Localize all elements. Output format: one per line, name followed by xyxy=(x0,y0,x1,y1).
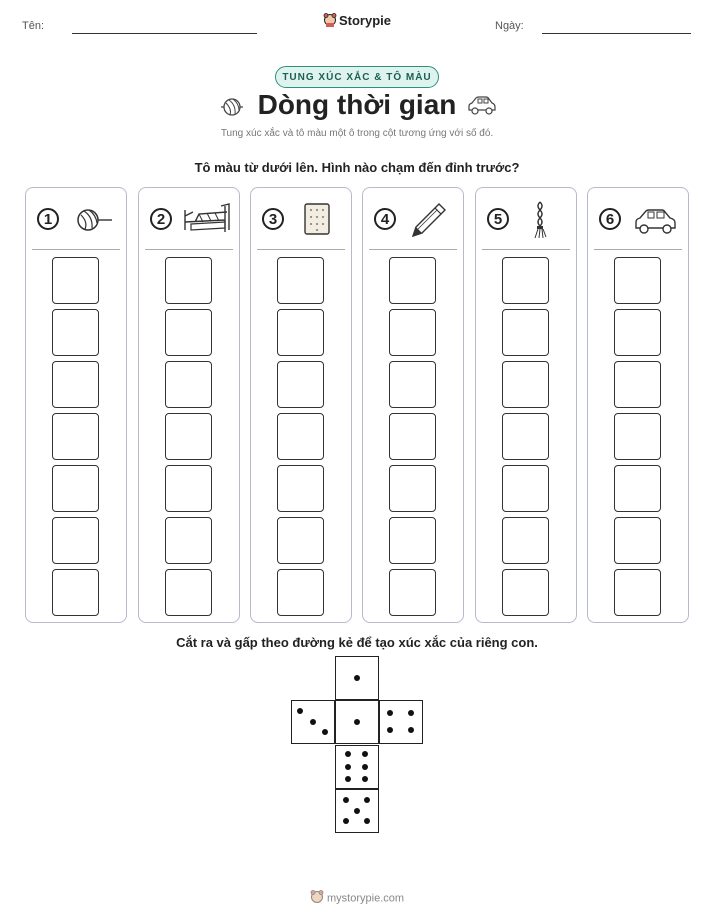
braid-icon xyxy=(518,200,570,240)
bear-icon xyxy=(310,889,324,908)
bed-icon xyxy=(181,200,233,240)
dice-face-3 xyxy=(291,700,335,744)
color-cell[interactable] xyxy=(277,517,324,564)
pip xyxy=(354,675,360,681)
color-cell[interactable] xyxy=(614,413,661,460)
color-cell[interactable] xyxy=(614,569,661,616)
column-number: 3 xyxy=(262,208,284,230)
pip xyxy=(343,797,349,803)
car-icon xyxy=(467,95,497,122)
column-number: 6 xyxy=(599,208,621,230)
footer-url: mystorypie.com xyxy=(327,892,405,905)
color-cell[interactable] xyxy=(52,465,99,512)
color-cell[interactable] xyxy=(277,361,324,408)
pip xyxy=(354,719,360,725)
color-cell[interactable] xyxy=(502,413,549,460)
column-number: 2 xyxy=(150,208,172,230)
column-2 xyxy=(138,187,240,623)
brand-logo xyxy=(0,12,714,31)
color-cell[interactable] xyxy=(389,257,436,304)
color-cell[interactable] xyxy=(52,517,99,564)
column-1 xyxy=(25,187,127,623)
color-cell[interactable] xyxy=(502,517,549,564)
color-cell[interactable] xyxy=(277,465,324,512)
column-number: 4 xyxy=(374,208,396,230)
pip xyxy=(408,727,414,733)
page-title: Dòng thời gian xyxy=(257,89,457,120)
color-cell[interactable] xyxy=(389,361,436,408)
color-cell[interactable] xyxy=(165,465,212,512)
column-3 xyxy=(250,187,352,623)
pip xyxy=(297,708,303,714)
dice-face-1 xyxy=(335,656,379,700)
color-cell[interactable] xyxy=(614,465,661,512)
dice-face-1 xyxy=(335,700,379,744)
dice-face-4 xyxy=(379,700,423,744)
color-cell[interactable] xyxy=(614,361,661,408)
pip xyxy=(322,729,328,735)
bear-icon xyxy=(323,12,337,31)
color-cell[interactable] xyxy=(389,413,436,460)
color-cell[interactable] xyxy=(52,569,99,616)
color-cell[interactable] xyxy=(277,413,324,460)
divider xyxy=(594,249,682,250)
date-label: Ngày: xyxy=(495,20,524,32)
color-cell[interactable] xyxy=(389,517,436,564)
color-cell[interactable] xyxy=(165,257,212,304)
cracker-icon xyxy=(293,200,345,240)
column-6 xyxy=(587,187,689,623)
color-cell[interactable] xyxy=(389,569,436,616)
divider xyxy=(369,249,457,250)
color-cell[interactable] xyxy=(277,309,324,356)
color-cell[interactable] xyxy=(165,309,212,356)
color-cell[interactable] xyxy=(502,257,549,304)
color-cell[interactable] xyxy=(389,465,436,512)
column-number: 1 xyxy=(37,208,59,230)
date-line[interactable] xyxy=(542,33,691,34)
color-cell[interactable] xyxy=(52,309,99,356)
cut-instruction: Cắt ra và gấp theo đường kẻ để tạo xúc xắc của riêng con. xyxy=(176,635,538,650)
column-5 xyxy=(475,187,577,623)
color-cell[interactable] xyxy=(277,257,324,304)
color-cell[interactable] xyxy=(277,569,324,616)
pip xyxy=(354,808,360,814)
pip xyxy=(387,710,393,716)
brand-name: Storypie xyxy=(338,12,391,28)
divider xyxy=(482,249,570,250)
color-cell[interactable] xyxy=(165,413,212,460)
pip xyxy=(362,751,368,757)
pip xyxy=(345,751,351,757)
pip xyxy=(362,776,368,782)
color-cell[interactable] xyxy=(614,257,661,304)
name-label: Tên: xyxy=(22,20,45,32)
color-cell[interactable] xyxy=(502,309,549,356)
color-cell[interactable] xyxy=(165,517,212,564)
pip xyxy=(362,764,368,770)
car-icon xyxy=(630,200,682,240)
pencil-icon xyxy=(405,200,457,240)
column-4 xyxy=(362,187,464,623)
divider xyxy=(145,249,233,250)
divider xyxy=(32,249,120,250)
color-cell[interactable] xyxy=(502,465,549,512)
color-cell[interactable] xyxy=(52,257,99,304)
color-cell[interactable] xyxy=(165,361,212,408)
ball-of-yarn-icon xyxy=(68,200,120,240)
pip xyxy=(343,818,349,824)
pip xyxy=(364,818,370,824)
pip xyxy=(364,797,370,803)
color-cell[interactable] xyxy=(165,569,212,616)
dice-face-6 xyxy=(335,745,379,789)
color-cell[interactable] xyxy=(52,413,99,460)
subtitle: Tung xúc xắc và tô màu một ô trong cột tương ứng với số đó. xyxy=(220,128,494,139)
pip xyxy=(310,719,316,725)
color-instruction: Tô màu từ dưới lên. Hình nào chạm đến đỉnh trước? xyxy=(194,160,520,175)
pip xyxy=(387,727,393,733)
footer xyxy=(0,889,714,908)
pip xyxy=(345,764,351,770)
color-cell[interactable] xyxy=(52,361,99,408)
pip xyxy=(345,776,351,782)
pip xyxy=(408,710,414,716)
color-cell[interactable] xyxy=(502,569,549,616)
ball-of-yarn-icon xyxy=(220,95,244,124)
activity-badge: TUNG XÚC XẮC & TÔ MÀU xyxy=(275,66,439,88)
color-cell[interactable] xyxy=(389,309,436,356)
color-cell[interactable] xyxy=(614,517,661,564)
name-line[interactable] xyxy=(72,33,257,34)
color-cell[interactable] xyxy=(614,309,661,356)
divider xyxy=(257,249,345,250)
dice-face-5 xyxy=(335,789,379,833)
color-cell[interactable] xyxy=(502,361,549,408)
column-number: 5 xyxy=(487,208,509,230)
